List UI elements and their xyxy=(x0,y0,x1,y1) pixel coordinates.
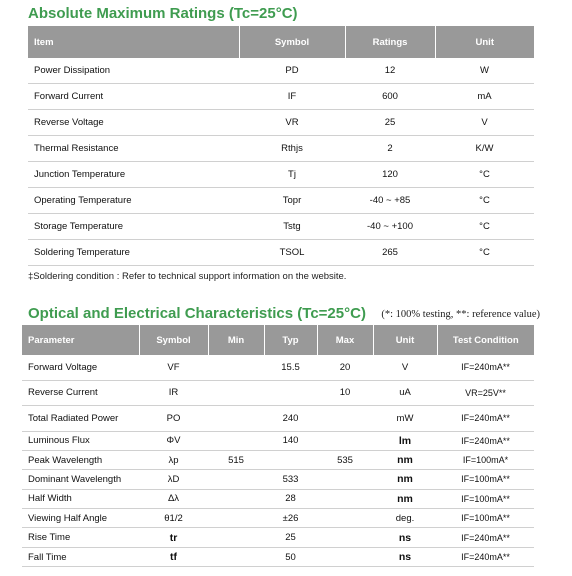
cell-parameter: Luminous Flux xyxy=(22,431,139,450)
cell-ratings: 2 xyxy=(345,136,435,162)
cell-symbol: TSOL xyxy=(239,240,345,266)
col-header-max: Max xyxy=(317,325,373,355)
cell-symbol: λD xyxy=(139,470,208,489)
cell-test-condition: IF=240mA** xyxy=(437,431,534,450)
col-header-item: Item xyxy=(28,26,239,58)
cell-parameter: Viewing Half Angle xyxy=(22,509,139,528)
table-row xyxy=(22,406,534,432)
cell-max xyxy=(317,509,373,528)
cell-unit: nm xyxy=(373,450,437,469)
cell-parameter: Half Width xyxy=(22,489,139,508)
cell-test-condition: IF=240mA** xyxy=(437,406,534,432)
cell-symbol: VF xyxy=(139,355,208,380)
col-header-typ: Typ xyxy=(264,325,317,355)
cell-symbol: VR xyxy=(239,110,345,136)
cell-typ xyxy=(264,450,317,469)
table-row xyxy=(28,162,534,188)
cell-symbol: Rthjs xyxy=(239,136,345,162)
cell-item: Power Dissipation xyxy=(28,58,239,84)
cell-ratings: 12 xyxy=(345,58,435,84)
cell-item: Operating Temperature xyxy=(28,188,239,214)
cell-test-condition: IF=100mA** xyxy=(437,489,534,508)
cell-unit: deg. xyxy=(373,509,437,528)
cell-unit: V xyxy=(373,355,437,380)
cell-parameter: Rise Time xyxy=(22,528,139,547)
cell-parameter: Fall Time xyxy=(22,547,139,566)
cell-unit: °C xyxy=(435,188,534,214)
cell-unit: uA xyxy=(373,380,437,406)
cell-min xyxy=(208,431,264,450)
col-header-test-condition: Test Condition xyxy=(437,325,534,355)
col-header-parameter: Parameter xyxy=(22,325,139,355)
cell-min xyxy=(208,547,264,566)
cell-max: 20 xyxy=(317,355,373,380)
cell-ratings: -40 ~ +85 xyxy=(345,188,435,214)
table-row xyxy=(22,509,534,528)
col-header-unit: Unit xyxy=(373,325,437,355)
cell-min xyxy=(208,528,264,547)
soldering-footnote: ‡Soldering condition : Refer to technical support information on the website. xyxy=(28,271,347,282)
table-row xyxy=(22,355,534,380)
cell-test-condition: IF=240mA** xyxy=(437,355,534,380)
testing-note: (*: 100% testing, **: reference value) xyxy=(381,309,540,320)
cell-ratings: -40 ~ +100 xyxy=(345,214,435,240)
cell-item: Soldering Temperature xyxy=(28,240,239,266)
cell-typ xyxy=(264,380,317,406)
cell-max xyxy=(317,406,373,432)
cell-item: Junction Temperature xyxy=(28,162,239,188)
cell-unit: °C xyxy=(435,162,534,188)
cell-symbol: IF xyxy=(239,84,345,110)
cell-unit: nm xyxy=(373,470,437,489)
cell-min xyxy=(208,355,264,380)
abs-max-title: Absolute Maximum Ratings (Tc=25°C) xyxy=(28,5,298,22)
table-row xyxy=(22,470,534,489)
cell-symbol: Topr xyxy=(239,188,345,214)
cell-item: Reverse Voltage xyxy=(28,110,239,136)
cell-symbol: PO xyxy=(139,406,208,432)
cell-min xyxy=(208,380,264,406)
cell-min: 515 xyxy=(208,450,264,469)
cell-typ: ±26 xyxy=(264,509,317,528)
col-header-min: Min xyxy=(208,325,264,355)
col-header-ratings: Ratings xyxy=(345,26,435,58)
col-header-unit: Unit xyxy=(435,26,534,58)
table-row xyxy=(22,450,534,469)
cell-unit: ns xyxy=(373,547,437,566)
cell-ratings: 265 xyxy=(345,240,435,266)
table-row xyxy=(28,240,534,266)
cell-symbol: λp xyxy=(139,450,208,469)
cell-symbol: IR xyxy=(139,380,208,406)
cell-unit: °C xyxy=(435,240,534,266)
table-row xyxy=(22,547,534,566)
cell-parameter: Reverse Current xyxy=(22,380,139,406)
cell-typ: 25 xyxy=(264,528,317,547)
table-row xyxy=(22,380,534,406)
cell-test-condition: IF=100mA* xyxy=(437,450,534,469)
cell-ratings: 600 xyxy=(345,84,435,110)
table-row xyxy=(28,136,534,162)
table-row xyxy=(28,110,534,136)
cell-min xyxy=(208,509,264,528)
cell-unit: K/W xyxy=(435,136,534,162)
col-header-symbol: Symbol xyxy=(139,325,208,355)
cell-unit: °C xyxy=(435,214,534,240)
cell-item: Storage Temperature xyxy=(28,214,239,240)
cell-min xyxy=(208,470,264,489)
cell-ratings: 120 xyxy=(345,162,435,188)
cell-typ: 240 xyxy=(264,406,317,432)
cell-parameter: Peak Wavelength xyxy=(22,450,139,469)
cell-unit: ns xyxy=(373,528,437,547)
optical-title: Optical and Electrical Characteristics (Tc=25°C) xyxy=(28,305,366,322)
cell-typ: 533 xyxy=(264,470,317,489)
cell-parameter: Forward Voltage xyxy=(22,355,139,380)
cell-unit: mW xyxy=(373,406,437,432)
cell-min xyxy=(208,489,264,508)
cell-max xyxy=(317,489,373,508)
cell-test-condition: IF=100mA** xyxy=(437,509,534,528)
cell-max xyxy=(317,431,373,450)
cell-symbol: Tj xyxy=(239,162,345,188)
table-row xyxy=(22,431,534,450)
abs-max-table xyxy=(28,26,534,266)
table-row xyxy=(22,489,534,508)
table-row xyxy=(28,188,534,214)
cell-symbol: Δλ xyxy=(139,489,208,508)
cell-max xyxy=(317,470,373,489)
cell-test-condition: IF=240mA** xyxy=(437,528,534,547)
cell-symbol: tr xyxy=(139,528,208,547)
cell-symbol: PD xyxy=(239,58,345,84)
cell-unit: W xyxy=(435,58,534,84)
cell-parameter: Total Radiated Power xyxy=(22,406,139,432)
cell-min xyxy=(208,406,264,432)
table-row xyxy=(28,58,534,84)
cell-symbol: tf xyxy=(139,547,208,566)
cell-max: 10 xyxy=(317,380,373,406)
cell-item: Thermal Resistance xyxy=(28,136,239,162)
cell-typ: 50 xyxy=(264,547,317,566)
table-header-row xyxy=(22,325,534,355)
table-header-row xyxy=(28,26,534,58)
cell-unit: V xyxy=(435,110,534,136)
cell-max: 535 xyxy=(317,450,373,469)
cell-test-condition: IF=240mA** xyxy=(437,547,534,566)
optical-table xyxy=(22,325,534,567)
cell-max xyxy=(317,528,373,547)
cell-item: Forward Current xyxy=(28,84,239,110)
cell-unit: mA xyxy=(435,84,534,110)
table-row xyxy=(28,84,534,110)
cell-typ: 15.5 xyxy=(264,355,317,380)
cell-ratings: 25 xyxy=(345,110,435,136)
cell-symbol: θ1/2 xyxy=(139,509,208,528)
cell-symbol: ΦV xyxy=(139,431,208,450)
table-row xyxy=(28,214,534,240)
cell-unit: nm xyxy=(373,489,437,508)
cell-parameter: Dominant Wavelength xyxy=(22,470,139,489)
cell-typ: 28 xyxy=(264,489,317,508)
cell-test-condition: VR=25V** xyxy=(437,380,534,406)
cell-symbol: Tstg xyxy=(239,214,345,240)
table-row xyxy=(22,528,534,547)
cell-typ: 140 xyxy=(264,431,317,450)
cell-max xyxy=(317,547,373,566)
cell-unit: lm xyxy=(373,431,437,450)
col-header-symbol: Symbol xyxy=(239,26,345,58)
cell-test-condition: IF=100mA** xyxy=(437,470,534,489)
